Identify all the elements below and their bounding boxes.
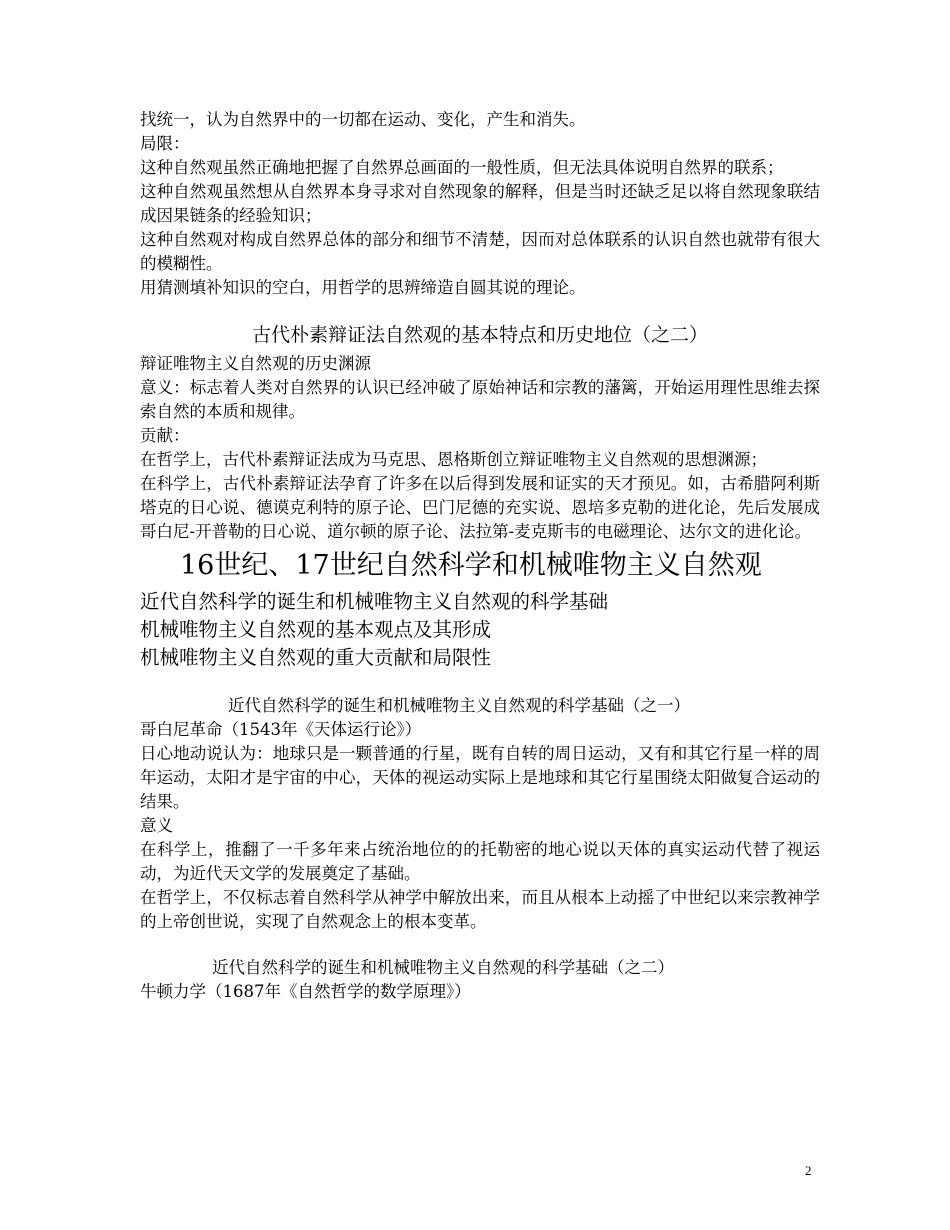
section-heading: 近代自然科学的诞生和机械唯物主义自然观的科学基础（之二） [212, 958, 674, 977]
paragraph: 辩证唯物主义自然观的历史渊源 [140, 354, 371, 373]
paragraph: 在科学上，推翻了一千多年来占统治地位的的托勒密的地心说以天体的真实运动代替了视运动，为近代天文学的发展奠定了基础。 [140, 840, 820, 883]
paragraph: 贡献： [140, 426, 190, 445]
paragraph: 牛顿力学（1687年《自然哲学的数学原理》） [140, 982, 471, 1001]
page-number: 2 [805, 1163, 812, 1178]
section-heading: 近代自然科学的诞生和机械唯物主义自然观的科学基础（之一） [228, 696, 690, 715]
subheading: 近代自然科学的诞生和机械唯物主义自然观的科学基础 [140, 590, 609, 613]
paragraph: 这种自然观虽然想从自然界本身寻求对自然现象的解释，但是当时还缺乏足以将自然现象联结成因果链条的经验知识； [140, 182, 820, 225]
paragraph: 用猜测填补知识的空白，用哲学的思辨缔造自圆其说的理论。 [140, 278, 586, 297]
paragraph: 在哲学上，不仅标志着自然科学从神学中解放出来，而且从根本上动摇了中世纪以来宗教神学的上帝创世说，实现了自然观念上的根本变革。 [140, 888, 820, 931]
paragraph: 局限： [140, 134, 190, 153]
chapter-heading: 16世纪、17世纪自然科学和机械唯物主义自然观 [180, 550, 762, 581]
paragraph: 这种自然观对构成自然界总体的部分和细节不清楚，因而对总体联系的认识自然也就带有很大的模糊性。 [140, 230, 820, 273]
document-page [140, 108, 820, 1004]
paragraph: 日心地动说认为：地球只是一颗普通的行星，既有自转的周日运动，又有和其它行星一样的周年运动，太阳才是宇宙的中心，天体的视运动实际上是地球和其它行星围绕太阳做复合运动的结果。 [140, 744, 820, 811]
subheading: 机械唯物主义自然观的重大贡献和局限性 [140, 646, 492, 669]
paragraph: 哥白尼革命（1543年《天体运行论》） [140, 720, 422, 739]
paragraph: 在科学上，古代朴素辩证法孕育了许多在以后得到发展和证实的天才预见。如，古希腊阿利斯塔克的日心说、德谟克利特的原子论、巴门尼德的充实说、恩培多克勒的进化论，先后发展成哥白尼-开普勒的日心说、道尔顿的原子论、法拉第-麦克斯韦的电磁理论、达尔文的进化论。 [140, 474, 820, 541]
paragraph: 这种自然观虽然正确地把握了自然界总画面的一般性质，但无法具体说明自然界的联系； [140, 158, 784, 177]
section-heading: 古代朴素辩证法自然观的基本特点和历史地位（之二） [251, 324, 708, 346]
paragraph: 找统一，认为自然界中的一切都在运动、变化，产生和消失。 [140, 110, 586, 129]
paragraph: 在哲学上，古代朴素辩证法成为马克思、恩格斯创立辩证唯物主义自然观的思想渊源； [140, 450, 767, 469]
subheading: 机械唯物主义自然观的基本观点及其形成 [140, 618, 492, 641]
paragraph: 意义 [140, 816, 173, 835]
paragraph: 意义：标志着人类对自然界的认识已经冲破了原始神话和宗教的藩篱，开始运用理性思维去探索自然的本质和规律。 [140, 378, 820, 421]
